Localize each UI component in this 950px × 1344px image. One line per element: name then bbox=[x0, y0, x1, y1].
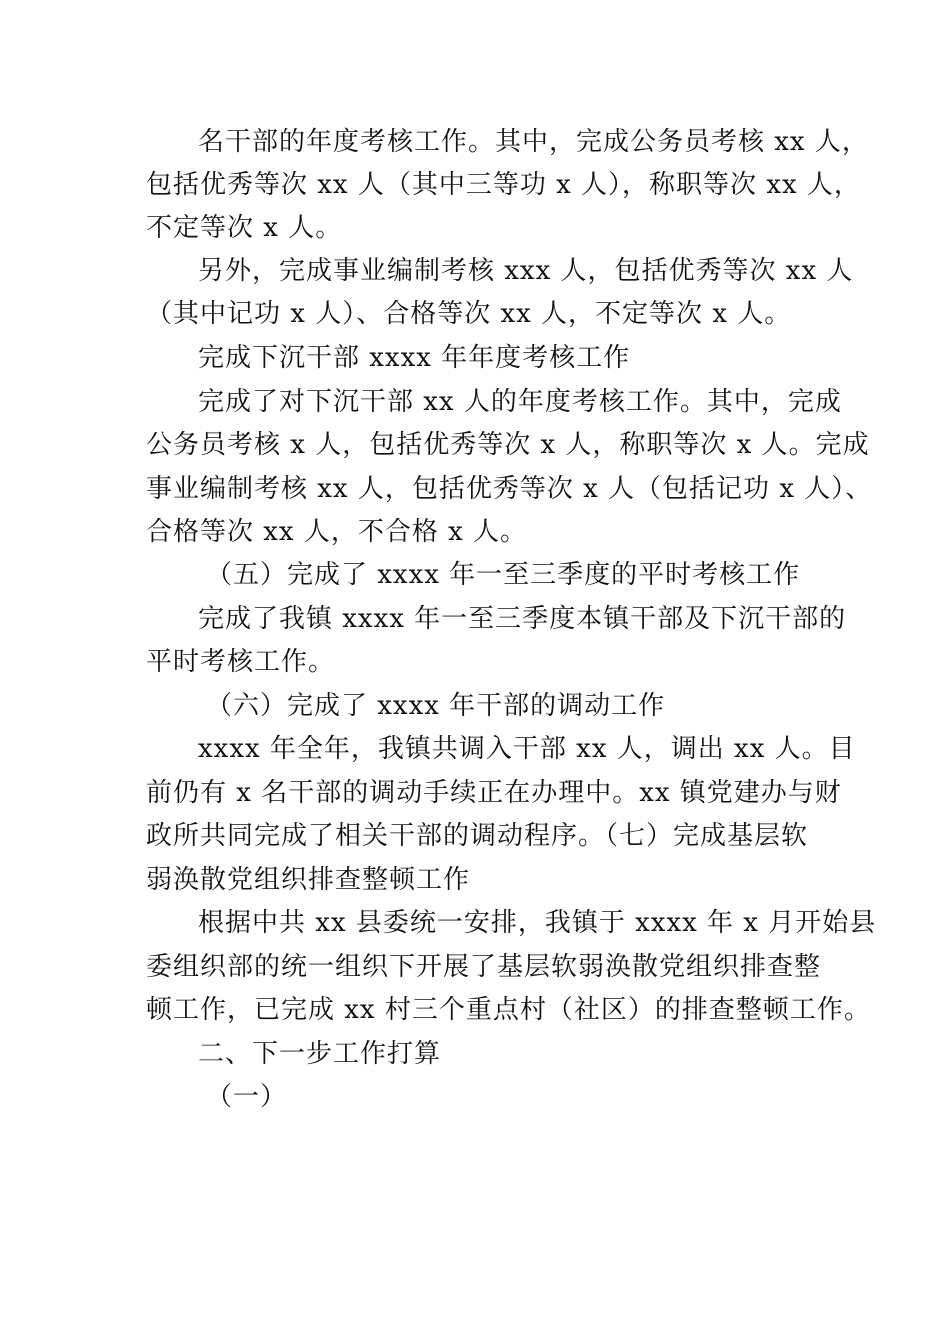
text-line: 另外，完成事业编制考核 xxx 人，包括优秀等次 xx 人 bbox=[198, 256, 854, 286]
heading-line: （一） bbox=[206, 1082, 288, 1112]
heading-line: （五）完成了 xxxx 年一至三季度的平时考核工作 bbox=[206, 560, 801, 590]
text-line: 政所共同完成了相关干部的调动程序。（七）完成基层软 bbox=[146, 821, 809, 851]
text-line: 事业编制考核 xx 人，包括优秀等次 x 人（包括记功 x 人）、 bbox=[146, 474, 873, 504]
text-line: 完成了对下沉干部 xx 人的年度考核工作。其中，完成 bbox=[198, 387, 842, 417]
text-line: 完成了我镇 xxxx 年一至三季度本镇干部及下沉干部的 bbox=[198, 604, 847, 634]
text-line: 合格等次 xx 人，不合格 x 人。 bbox=[146, 517, 528, 547]
heading-line: 完成下沉干部 xxxx 年年度考核工作 bbox=[198, 343, 631, 373]
text-line: 包括优秀等次 xx 人（其中三等功 x 人），称职等次 xx 人， bbox=[146, 170, 861, 200]
text-line: 名干部的年度考核工作。其中，完成公务员考核 xx 人， bbox=[198, 127, 869, 157]
text-line: （其中记功 x 人）、合格等次 xx 人，不定等次 x 人。 bbox=[146, 299, 792, 329]
text-line: 不定等次 x 人。 bbox=[146, 213, 343, 243]
text-line: 委组织部的统一组织下开展了基层软弱涣散党组织排查整 bbox=[146, 952, 822, 982]
heading-line: （六）完成了 xxxx 年干部的调动工作 bbox=[206, 691, 666, 721]
text-line: 前仍有 x 名干部的调动手续正在办理中。xx 镇党建办与财 bbox=[146, 778, 842, 808]
heading-line: 二、下一步工作打算 bbox=[198, 1039, 442, 1069]
text-line: 平时考核工作。 bbox=[146, 647, 336, 677]
text-line: 根据中共 xx 县委统一安排，我镇于 xxxx 年 x 月开始县 bbox=[198, 908, 877, 938]
text-line: 顿工作，已完成 xx 村三个重点村（社区）的排查整顿工作。 bbox=[146, 995, 871, 1025]
text-line: 公务员考核 x 人，包括优秀等次 x 人，称职等次 x 人。完成 bbox=[146, 430, 870, 460]
text-line: 弱涣散党组织排查整顿工作 bbox=[146, 865, 471, 895]
text-line: xxxx 年全年，我镇共调入干部 xx 人，调出 xx 人。目 bbox=[198, 734, 856, 764]
